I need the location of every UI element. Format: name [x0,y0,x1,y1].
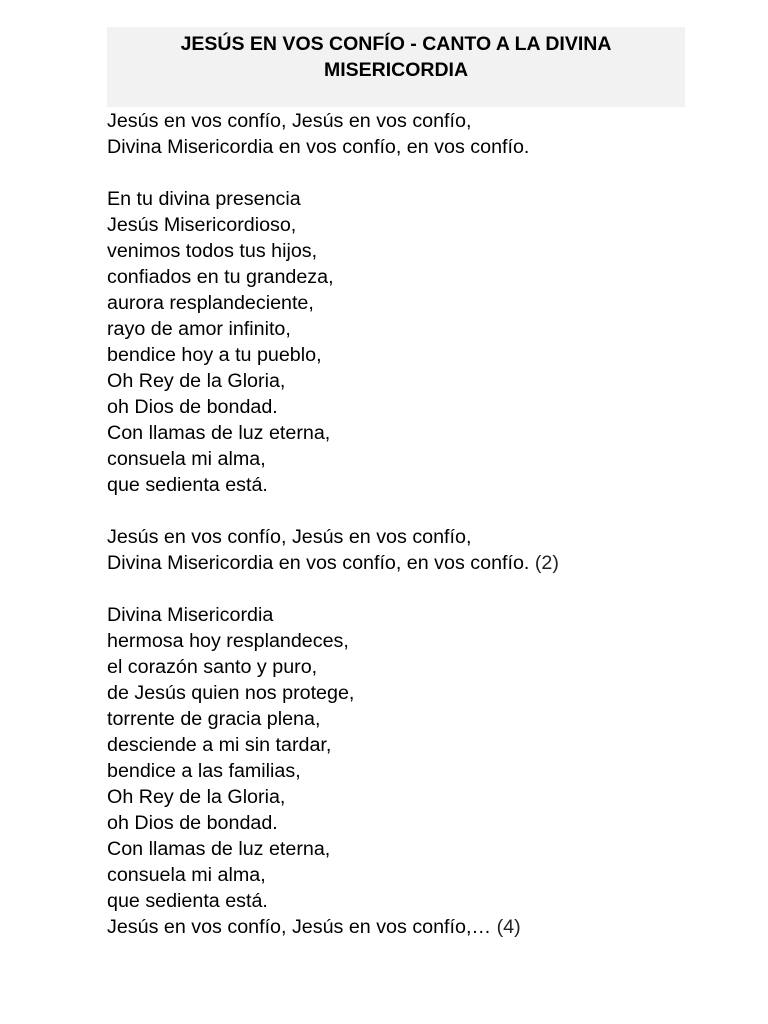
lyric-line [107,212,747,238]
lyric-text: Jesús Misericordioso, [107,214,297,236]
lyric-text: Jesús en vos confío, Jesús en vos confío, [107,526,472,548]
lyric-line [107,732,747,758]
title-line-2: MISERICORDIA [323,59,469,81]
lyric-line [107,264,747,290]
lyric-line [107,368,747,394]
lyric-text: consuela mi alma, [107,864,266,886]
lyric-text: Divina Misericordia en vos confío, en vos confío. [107,552,530,574]
lyric-text: bendice a las familias, [107,760,301,782]
lyric-text: venimos todos tus hijos, [107,240,318,262]
lyric-text: Con llamas de luz eterna, [107,838,331,860]
title-box [107,27,685,107]
lyric-text: consuela mi alma, [107,448,266,470]
lyric-line [107,446,747,472]
lyric-text: En tu divina presencia [107,188,301,210]
lyric-text: que sedienta está. [107,474,268,496]
lyric-line [107,550,747,576]
stanza [107,186,747,498]
lyric-line [107,524,747,550]
lyric-line [107,758,747,784]
lyric-line [107,914,747,940]
lyric-line [107,888,747,914]
lyric-text: torrente de gracia plena, [107,708,321,730]
lyric-line [107,238,747,264]
lyric-line [107,134,747,160]
stanza [107,602,747,940]
lyric-text: de Jesús quien nos protege, [107,682,355,704]
lyric-text: aurora resplandeciente, [107,292,314,314]
lyric-line [107,784,747,810]
lyric-line [107,420,747,446]
lyric-line [107,628,747,654]
lyric-text: Oh Rey de la Gloria, [107,786,286,808]
lyric-line [107,108,747,134]
lyric-line [107,654,747,680]
repeat-marker: (2) [534,552,559,574]
lyric-line [107,862,747,888]
lyric-line [107,186,747,212]
lyric-line [107,316,747,342]
lyric-line [107,602,747,628]
lyric-line [107,472,747,498]
lyric-text: bendice hoy a tu pueblo, [107,344,322,366]
lyric-text: desciende a mi sin tardar, [107,734,332,756]
lyric-line [107,394,747,420]
lyric-text: hermosa hoy resplandeces, [107,630,349,652]
lyric-line [107,342,747,368]
title-line-1: JESÚS EN VOS CONFÍO - CANTO A LA DIVINA [180,33,612,55]
lyric-text: Jesús en vos confío, Jesús en vos confío, [107,110,472,132]
stanza [107,524,747,576]
lyric-text: Divina Misericordia en vos confío, en vos confío. [107,136,530,158]
lyric-line [107,810,747,836]
lyric-text: oh Dios de bondad. [107,812,278,834]
lyric-text: Jesús en vos confío, Jesús en vos confío,… [107,916,492,938]
lyric-text: Oh Rey de la Gloria, [107,370,286,392]
lyrics-body [107,108,747,940]
lyric-text: el corazón santo y puro, [107,656,318,678]
lyric-line [107,706,747,732]
lyric-text: que sedienta está. [107,890,268,912]
lyric-text: Con llamas de luz eterna, [107,422,331,444]
lyric-line [107,836,747,862]
lyric-text: oh Dios de bondad. [107,396,278,418]
lyric-line [107,290,747,316]
lyric-text: confiados en tu grandeza, [107,266,334,288]
lyric-text: rayo de amor infinito, [107,318,291,340]
stanza [107,108,747,160]
lyric-line [107,680,747,706]
lyric-text: Divina Misericordia [107,604,274,626]
repeat-marker: (4) [496,916,521,938]
